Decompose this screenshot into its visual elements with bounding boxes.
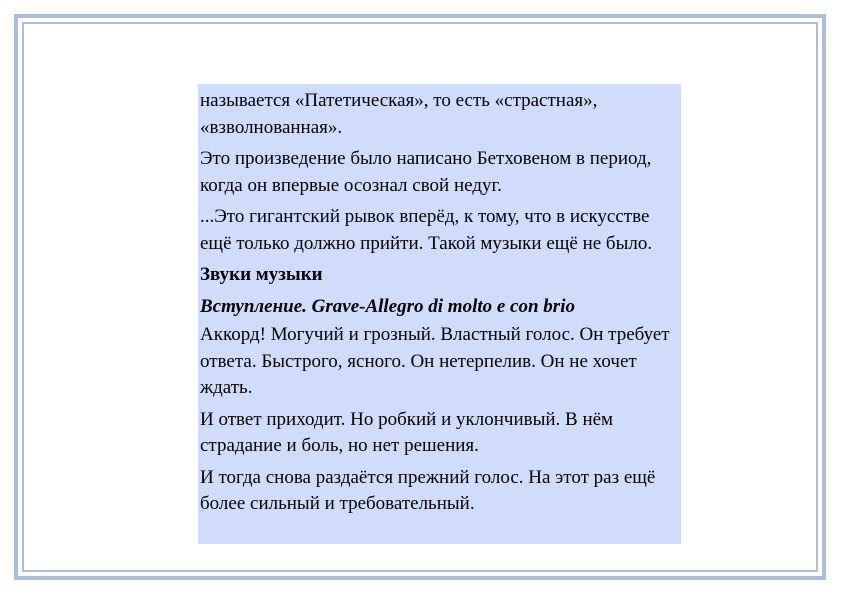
paragraph-giant-leap: ...Это гигантский рывок вперёд, к тому, что в искусстве ещё только должно прийти. Такой музыки ещё не было. — [200, 206, 653, 254]
paragraph-voice-again: И тогда снова раздаётся прежний голос. На этот раз ещё более сильный и требовательный. — [200, 466, 656, 514]
text-box — [198, 84, 681, 544]
paragraph-pathetique-name: называется «Патетическая», то есть «страстная», «взволнованная». — [200, 90, 598, 138]
section-heading: Звуки музыки — [200, 264, 323, 285]
paragraph-chord: Аккорд! Могучий и грозный. Властный голос. Он требует ответа. Быстрого, ясного. Он нетерпелив. Он не хочет ждать. — [200, 324, 670, 398]
paragraph-answer: И ответ приходит. Но робкий и уклончивый. В нём страдание и боль, но нет решения. — [200, 408, 614, 456]
paragraph-beethoven-period: Это произведение было написано Бетховеном в период, когда он впервые осознал свой недуг. — [200, 148, 652, 196]
section-subheading: Вступление. Grave-Allegro di molto e con brio — [200, 295, 575, 317]
